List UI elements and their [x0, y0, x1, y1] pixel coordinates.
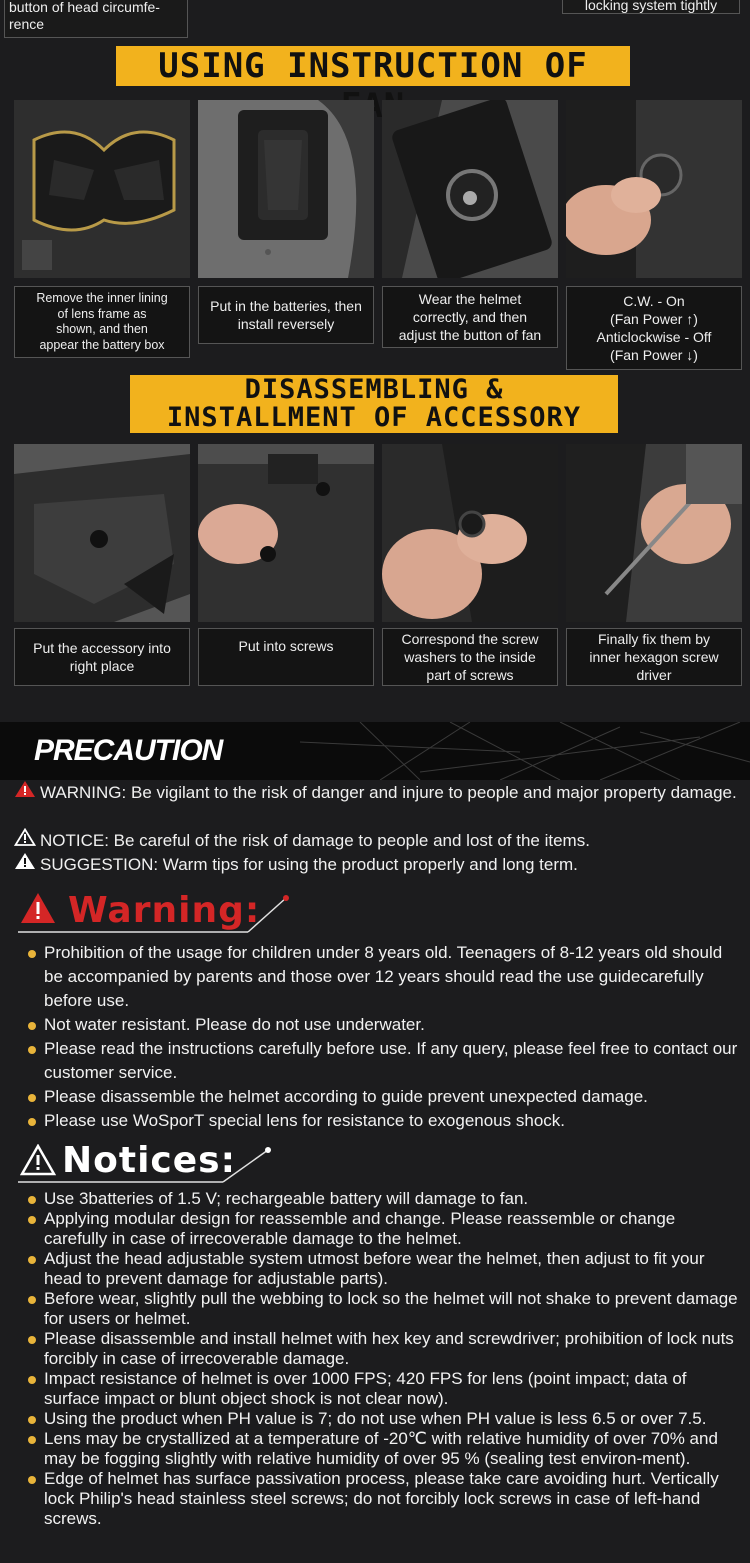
- fan-step-1-caption: Remove the inner lining of lens frame as shown, and then appear the battery box: [14, 286, 190, 358]
- warning-item: Prohibition of the usage for children under 8 years old. Teenagers of 8-12 years old should be accompanied by parents and those over 12 years should read the use guidecarefully before use.: [24, 941, 742, 1013]
- legend-notice-text: NOTICE: Be careful of the risk of damage to people and lost of the items.: [40, 831, 590, 850]
- accessory-step-2-photo: [198, 444, 374, 622]
- fan-section-banner: USING INSTRUCTION OF: [116, 46, 630, 86]
- accessory-step-3-caption: Correspond the screw washers to the inside part of screws: [382, 628, 558, 686]
- precaution-banner: [0, 722, 750, 780]
- warning-item: Please use WoSporT special lens for resistance to exogenous shock.: [24, 1109, 742, 1133]
- top-caption-right: locking system tightly: [562, 0, 740, 14]
- fan-step-2-caption: Put in the batteries, then install reversely: [198, 286, 374, 344]
- accessory-step-4-photo: [566, 444, 742, 622]
- accessory-title-line-2: INSTALLMENT OF ACCESSORY: [166, 402, 582, 433]
- warning-heading-label: Warning:: [68, 890, 261, 931]
- fan-step-3-caption: Wear the helmet correctly, and then adjust the button of fan: [382, 286, 558, 348]
- notice-item: Use 3batteries of 1.5 V; rechargeable battery will damage to fan.: [24, 1189, 742, 1209]
- warning-red-icon: [14, 780, 40, 805]
- accessory-step-4-caption: Finally fix them by inner hexagon screw driver: [566, 628, 742, 686]
- notice-item: Edge of helmet has surface passivation process, please take care avoiding hurt. Vertically lock Philip's head stainless steel screws; do not forcibly lock screws in case of left-hand screws.: [24, 1469, 742, 1529]
- notices-heading: [18, 1140, 278, 1184]
- accessory-step-3-photo: [382, 444, 558, 622]
- suggestion-icon: [14, 852, 40, 877]
- notice-item: Before wear, slightly pull the webbing to lock so the helmet will not shake to prevent damage for users or helmet.: [24, 1289, 742, 1329]
- warning-list: [24, 941, 742, 1133]
- legend-suggestion-text: SUGGESTION: Warm tips for using the product properly and long term.: [40, 855, 578, 874]
- notice-item: Lens may be crystallized at a temperature of -20℃ with relative humidity of over 70% and may be fogging slightly with relative humidity of over 95 % (sealing test environ-ment).: [24, 1429, 742, 1469]
- notice-item: Using the product when PH value is 7; do not use when PH value is less 6.5 or over 7.5.: [24, 1409, 742, 1429]
- notice-icon: [14, 828, 40, 853]
- legend-suggestion: [14, 852, 744, 877]
- fan-step-4-caption: C.W. - On (Fan Power ↑) Anticlockwise - Off (Fan Power ↓): [566, 286, 742, 370]
- fan-step-1-photo: [14, 100, 190, 278]
- accessory-step-2-caption: Put into screws: [198, 628, 374, 686]
- notice-item: Applying modular design for reassemble and change. Please reassemble or change carefully in case of irrecoverable damage to the helmet.: [24, 1209, 742, 1249]
- accessory-section-banner: [130, 375, 618, 433]
- accessory-step-1-caption: Put the accessory into right place: [14, 628, 190, 686]
- notices-list: [24, 1189, 742, 1529]
- notice-item: Please disassemble and install helmet with hex key and screwdriver; prohibition of lock nuts forcibly in case of irrecoverable damage.: [24, 1329, 742, 1369]
- warning-heading: [18, 890, 298, 934]
- accessory-title-line-1: DISASSEMBLING &: [244, 374, 504, 405]
- legend-notice: [14, 828, 744, 853]
- legend-warning-text: WARNING: Be vigilant to the risk of danger and injure to people and major property damage.: [40, 783, 737, 802]
- warning-item: Please disassemble the helmet according to guide prevent unexpected damage.: [24, 1085, 742, 1109]
- notice-item: Impact resistance of helmet is over 1000 FPS; 420 FPS for lens (point impact; data of surface impact or blunt object shock is not clear now).: [24, 1369, 742, 1409]
- top-caption-left: button of head circumfe- rence: [4, 0, 188, 38]
- fan-step-2-photo: [198, 100, 374, 278]
- warning-item: Not water resistant. Please do not use underwater.: [24, 1013, 742, 1037]
- legend-warning: [14, 780, 744, 805]
- notices-heading-label: Notices:: [62, 1140, 236, 1181]
- precaution-title: PRECAUTION: [34, 734, 223, 767]
- fan-step-4-photo: [566, 100, 742, 278]
- fan-step-3-photo: [382, 100, 558, 278]
- warning-item: Please read the instructions carefully before use. If any query, please feel free to contact our customer service.: [24, 1037, 742, 1085]
- notice-item: Adjust the head adjustable system utmost before wear the helmet, then adjust to fit your head to prevent damage for adjustable parts).: [24, 1249, 742, 1289]
- accessory-step-1-photo: [14, 444, 190, 622]
